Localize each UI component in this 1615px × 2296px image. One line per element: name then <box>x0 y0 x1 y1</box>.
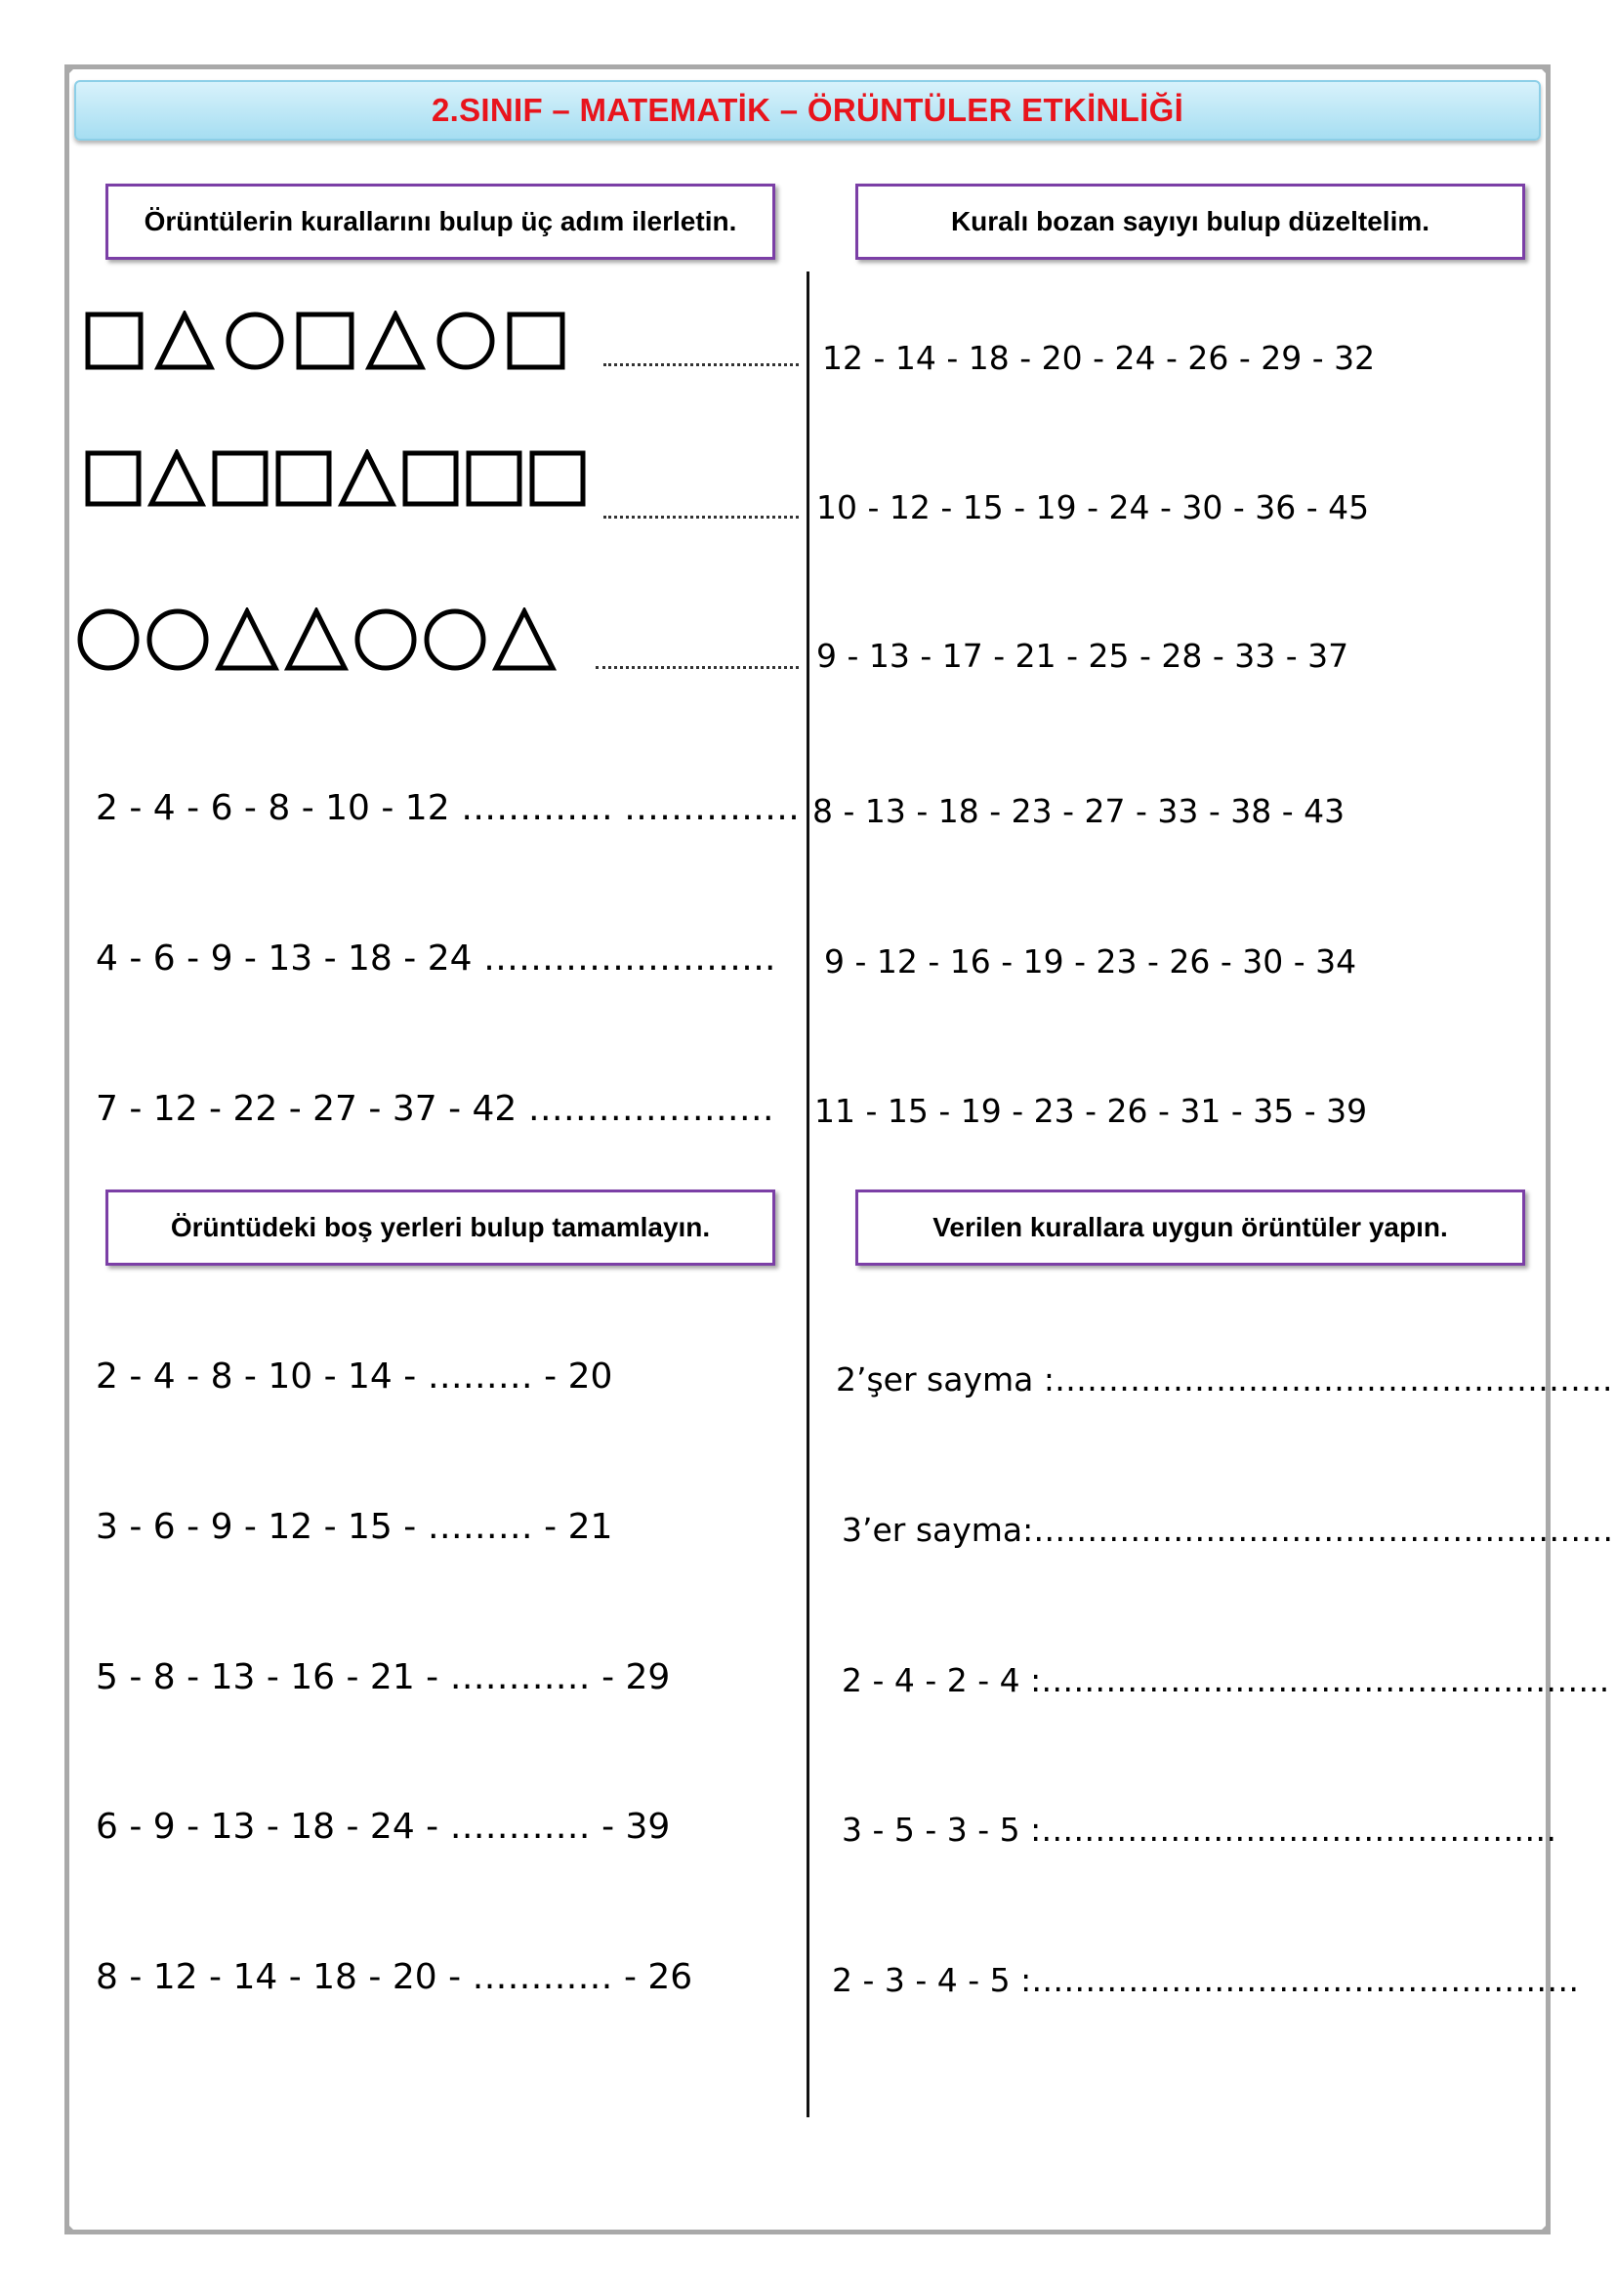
square-shape-icon <box>215 453 266 504</box>
triangle-shape-icon <box>219 611 275 668</box>
shape-pattern <box>84 311 566 379</box>
fix-pattern: 9 - 12 - 16 - 19 - 23 - 26 - 30 - 34 <box>824 942 1357 981</box>
square-shape-icon <box>299 314 352 367</box>
fill-pattern: 2 - 4 - 8 - 10 - 14 - ……… - 20 <box>96 1357 613 1397</box>
triangle-shape-icon <box>496 611 553 668</box>
shape-pattern-svg <box>84 311 566 371</box>
column-divider <box>807 271 809 2117</box>
number-pattern: 7 - 12 - 22 - 27 - 37 - 42 ………………… <box>96 1089 774 1129</box>
answer-dots <box>603 516 799 519</box>
create-rule: 3’er sayma:……………………………………………… <box>842 1511 1614 1549</box>
triangle-shape-icon <box>288 611 345 668</box>
circle-shape-icon <box>439 314 492 367</box>
fill-pattern: 5 - 8 - 13 - 16 - 21 - ………… - 29 <box>96 1657 671 1697</box>
triangle-shape-icon <box>342 453 393 504</box>
fill-pattern: 6 - 9 - 13 - 18 - 24 - ………… - 39 <box>96 1807 671 1847</box>
instruction-fill: Örüntüdeki boş yerleri bulup tamamlayın. <box>105 1190 775 1266</box>
corner-decoration <box>1537 2221 1551 2234</box>
circle-shape-icon <box>149 611 206 668</box>
answer-dots <box>596 666 799 669</box>
shape-pattern <box>76 607 557 676</box>
triangle-shape-icon <box>369 314 422 367</box>
create-rule: 2 - 4 - 2 - 4 :…………………………………………….. <box>842 1661 1610 1699</box>
corner-decoration <box>1537 64 1551 78</box>
create-rule: 2 - 3 - 4 - 5 :…………………………………………… <box>832 1961 1580 1999</box>
create-rule: 3 - 5 - 3 - 5 :………………………………………… <box>842 1811 1557 1849</box>
square-shape-icon <box>532 453 583 504</box>
corner-decoration <box>64 64 78 78</box>
page-title: 2.SINIF – MATEMATİK – ÖRÜNTÜLER ETKİNLİĞİ <box>431 92 1184 128</box>
number-pattern: 4 - 6 - 9 - 13 - 18 - 24 ……………………. <box>96 939 776 979</box>
square-shape-icon <box>88 453 139 504</box>
fix-pattern: 8 - 13 - 18 - 23 - 27 - 33 - 38 - 43 <box>812 792 1346 830</box>
answer-dots <box>603 363 799 366</box>
circle-shape-icon <box>228 314 281 367</box>
circle-shape-icon <box>427 611 483 668</box>
fix-pattern: 9 - 13 - 17 - 21 - 25 - 28 - 33 - 37 <box>816 637 1349 675</box>
corner-decoration <box>64 2221 78 2234</box>
shape-pattern <box>84 449 587 518</box>
square-shape-icon <box>510 314 562 367</box>
shape-pattern-svg <box>84 449 587 508</box>
fix-pattern: 10 - 12 - 15 - 19 - 24 - 30 - 36 - 45 <box>816 488 1370 526</box>
instruction-create: Verilen kurallara uygun örüntüler yapın. <box>855 1190 1525 1266</box>
circle-shape-icon <box>357 611 414 668</box>
number-pattern: 2 - 4 - 6 - 8 - 10 - 12 …………. …………… <box>96 788 800 828</box>
square-shape-icon <box>278 453 329 504</box>
fix-pattern: 11 - 15 - 19 - 23 - 26 - 31 - 35 - 39 <box>814 1092 1368 1130</box>
instruction-extend: Örüntülerin kurallarını bulup üç adım ilerletin. <box>105 184 775 260</box>
shape-pattern-svg <box>76 607 557 672</box>
triangle-shape-icon <box>158 314 211 367</box>
title-banner <box>74 80 1541 141</box>
square-shape-icon <box>469 453 519 504</box>
fill-pattern: 8 - 12 - 14 - 18 - 20 - ………… - 26 <box>96 1957 693 1997</box>
fill-pattern: 3 - 6 - 9 - 12 - 15 - ……… - 21 <box>96 1507 613 1547</box>
square-shape-icon <box>405 453 456 504</box>
square-shape-icon <box>88 314 141 367</box>
circle-shape-icon <box>80 611 137 668</box>
instruction-fix: Kuralı bozan sayıyı bulup düzeltelim. <box>855 184 1525 260</box>
create-rule: 2’şer sayma :……………………………………………. <box>836 1360 1613 1398</box>
triangle-shape-icon <box>151 453 202 504</box>
fix-pattern: 12 - 14 - 18 - 20 - 24 - 26 - 29 - 32 <box>822 339 1376 377</box>
